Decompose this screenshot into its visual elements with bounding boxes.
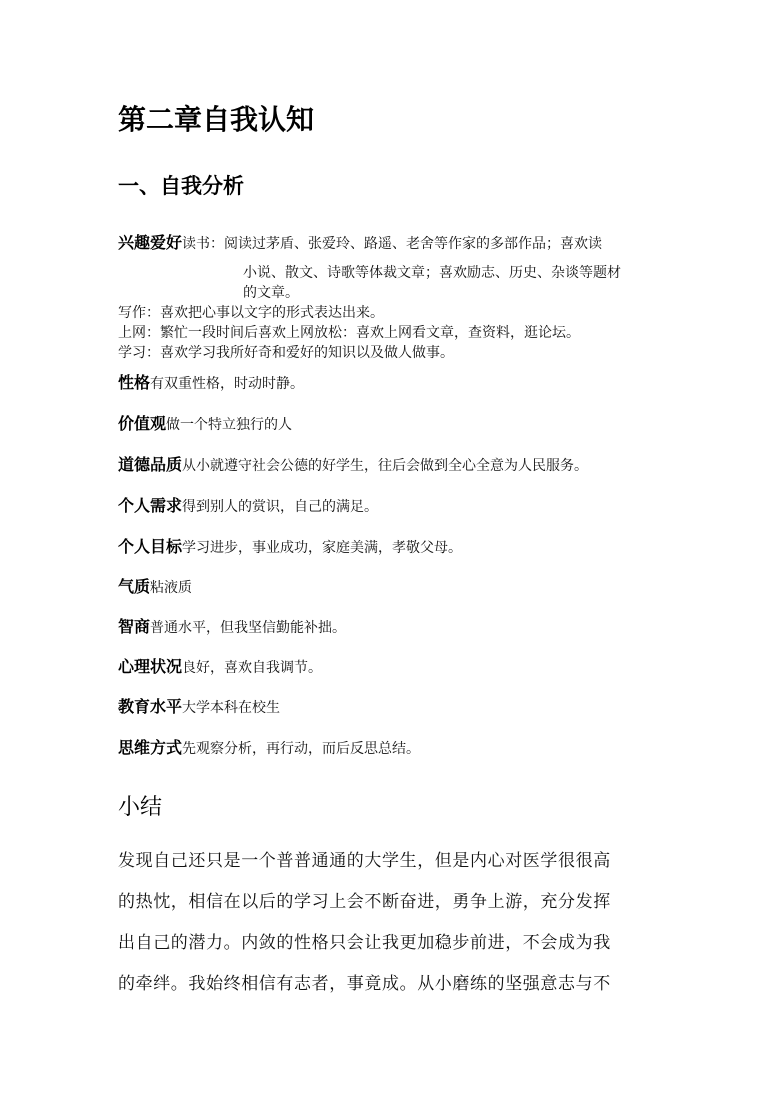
item-personality bbox=[118, 373, 304, 394]
item-text: 做一个特立独行的人 bbox=[166, 417, 293, 433]
summary-line: 的热忱，相信在以后的学习上会不断奋进，勇争上游，充分发挥 bbox=[118, 892, 611, 912]
item-text: 良好，喜欢自我调节。 bbox=[182, 660, 323, 676]
item-text: 普通水平，但我坚信勤能补拙。 bbox=[150, 620, 347, 636]
item-term: 心理状况 bbox=[118, 657, 183, 676]
interests-study: 学习：喜欢学习我所好奇和爱好的知识以及做人做事。 bbox=[118, 345, 454, 361]
interests-reading-line2: 小说、散文、诗歌等体裁文章；喜欢励志、历史、杂谈等题材 bbox=[243, 265, 621, 281]
summary-line: 出自己的潜力。内敛的性格只会让我更加稳步前进，不会成为我 bbox=[118, 933, 611, 953]
interests-internet: 上网：繁忙一段时间后喜欢上网放松：喜欢上网看文章，查资料，逛论坛。 bbox=[118, 325, 580, 341]
item-morality bbox=[118, 455, 588, 476]
item-values bbox=[118, 414, 292, 435]
interests-reading-line1: 读书：阅读过茅盾、张爱玲、路遥、老舍等作家的多部作品；喜欢读 bbox=[182, 236, 603, 252]
summary-title: 小结 bbox=[118, 795, 163, 820]
chapter-title: 第二章自我认知 bbox=[118, 103, 315, 136]
item-term: 个人目标 bbox=[118, 537, 183, 556]
item-term: 价值观 bbox=[118, 414, 167, 433]
item-mental-state bbox=[118, 657, 322, 678]
interests-reading-line3: 的文章。 bbox=[243, 285, 299, 301]
item-text: 粘液质 bbox=[150, 580, 193, 596]
interests-writing: 写作：喜欢把心事以文字的形式表达出来。 bbox=[118, 305, 384, 321]
section-title: 一、自我分析 bbox=[118, 174, 244, 198]
item-text: 大学本科在校生 bbox=[182, 700, 281, 716]
item-term: 教育水平 bbox=[118, 697, 183, 716]
interests-term: 兴趣爱好 bbox=[118, 233, 183, 252]
item-term: 气质 bbox=[118, 577, 151, 596]
summary-line: 发现自己还只是一个普普通通的大学生，但是内心对医学很很高 bbox=[118, 851, 611, 871]
item-text: 从小就遵守社会公德的好学生，往后会做到全心全意为人民服务。 bbox=[182, 458, 589, 474]
item-temperament bbox=[118, 577, 192, 598]
item-education bbox=[118, 697, 280, 718]
item-term: 性格 bbox=[118, 373, 151, 392]
item-thinking bbox=[118, 738, 420, 759]
item-text: 得到别人的赏识，自己的满足。 bbox=[182, 499, 379, 515]
item-term: 思维方式 bbox=[118, 738, 183, 757]
item-text: 有双重性格，时动时静。 bbox=[150, 376, 305, 392]
item-needs bbox=[118, 496, 378, 517]
item-goals bbox=[118, 537, 462, 558]
item-term: 个人需求 bbox=[118, 496, 183, 515]
item-term: 智商 bbox=[118, 617, 151, 636]
interests-first-line bbox=[118, 233, 602, 254]
item-term: 道德品质 bbox=[118, 455, 183, 474]
item-text: 先观察分析，再行动，而后反思总结。 bbox=[182, 741, 421, 757]
summary-line: 的牵绊。我始终相信有志者，事竟成。从小磨练的坚强意志与不 bbox=[118, 974, 611, 994]
item-text: 学习进步，事业成功，家庭美满，孝敬父母。 bbox=[182, 540, 463, 556]
item-iq bbox=[118, 617, 346, 638]
